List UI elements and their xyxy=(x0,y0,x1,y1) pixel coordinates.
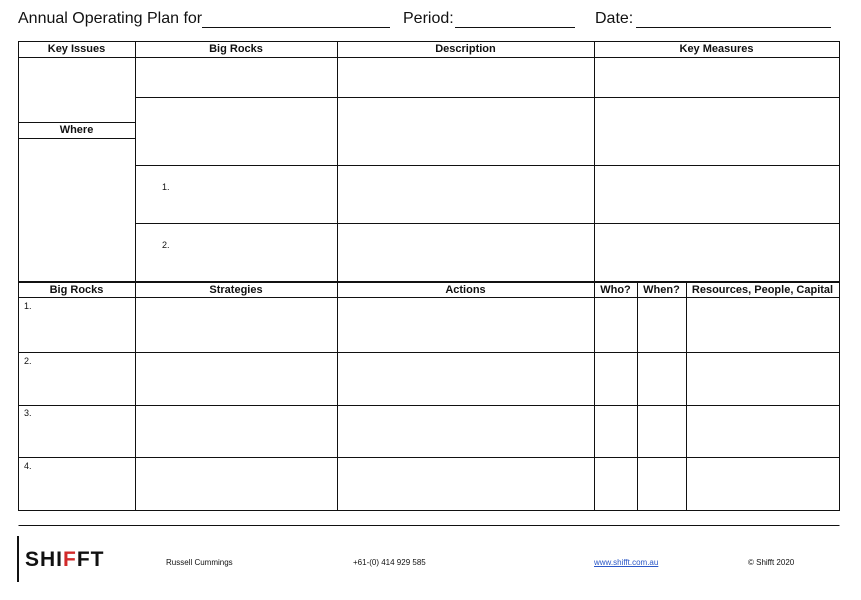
header-key-measures: Key Measures xyxy=(679,43,754,55)
header-who: Who? xyxy=(600,284,631,296)
row-number-2: 2. xyxy=(24,356,32,366)
row-number-4: 4. xyxy=(24,461,32,471)
header-key-issues: Key Issues xyxy=(47,43,106,55)
header-resources: Resources, People, Capital xyxy=(691,284,834,296)
footer-copyright: © Shifft 2020 xyxy=(748,558,795,567)
footer-name: Russell Cummings xyxy=(166,558,233,567)
big-rock-number-2: 2. xyxy=(162,240,170,250)
row-number-3: 3. xyxy=(24,408,32,418)
header-strategies: Strategies xyxy=(209,284,263,296)
header-when: When? xyxy=(643,284,680,296)
header-description: Description xyxy=(435,43,496,55)
big-rock-number-1: 1. xyxy=(162,182,170,192)
row-number-1: 1. xyxy=(24,301,32,311)
date-label: Date: xyxy=(595,10,634,27)
period-label: Period: xyxy=(403,10,454,27)
footer-phone: +61-(0) 414 929 585 xyxy=(353,558,426,567)
logo-bar xyxy=(17,536,19,582)
shifft-logo: SHIFFT xyxy=(25,548,105,571)
plan-label: Annual Operating Plan for xyxy=(18,10,203,27)
header-actions: Actions xyxy=(445,284,486,296)
footer-website-link[interactable]: www.shifft.com.au xyxy=(594,558,659,567)
footer xyxy=(0,536,861,586)
header-big-rocks: Big Rocks xyxy=(209,43,263,55)
where-label: Where xyxy=(59,124,94,136)
header-bottom-big-rocks: Big Rocks xyxy=(49,284,104,296)
